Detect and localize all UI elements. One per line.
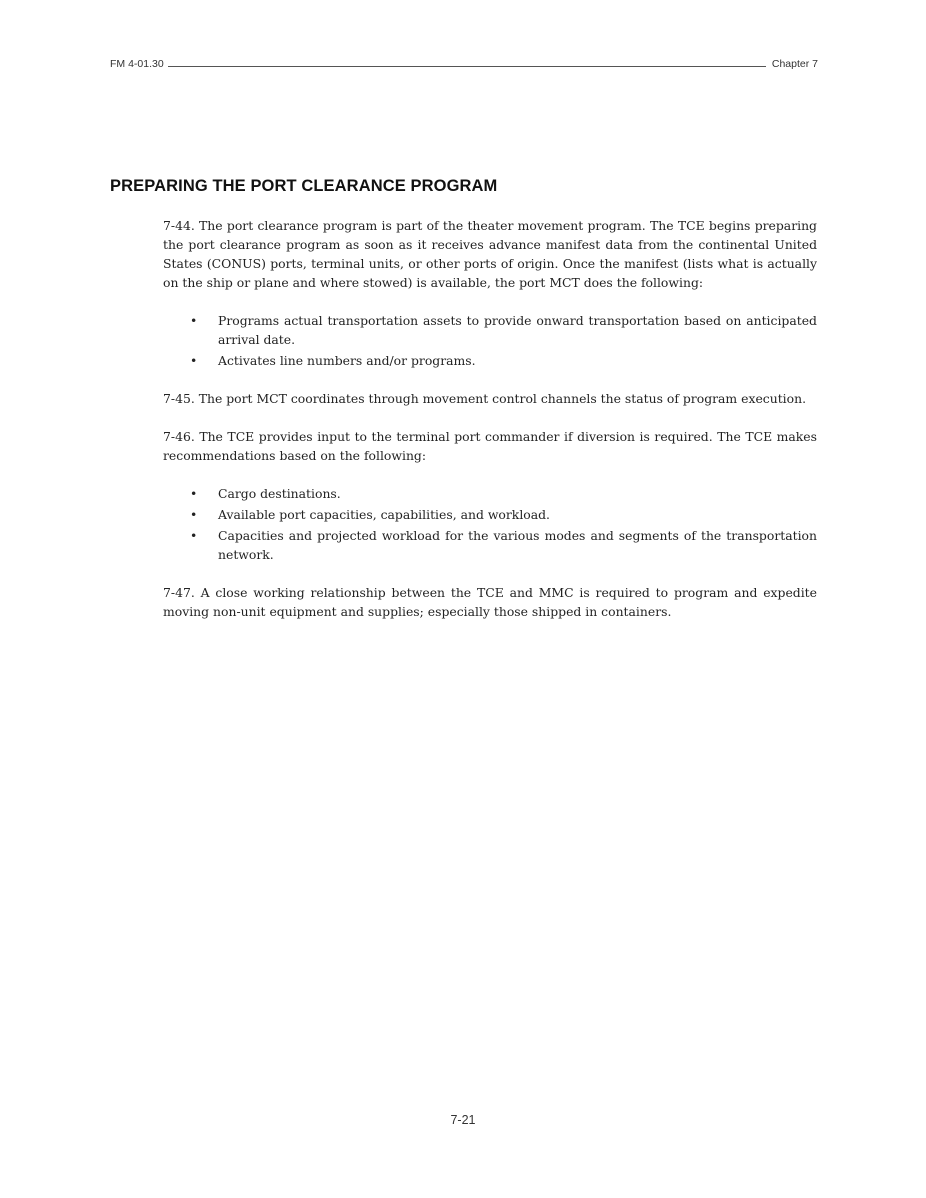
list-item-text: Activates line numbers and/or programs. xyxy=(218,353,476,368)
list-item-text: Cargo destinations. xyxy=(218,486,341,501)
paragraph-7-46: 7-46. The TCE provides input to the terminal port commander if diversion is required. The TCE makes recommendations based on the following: xyxy=(163,429,817,463)
list-item xyxy=(163,505,817,524)
list-item xyxy=(163,311,817,349)
header-chapter: Chapter 7 xyxy=(771,58,818,70)
bullet-icon: • xyxy=(190,353,198,368)
bullet-icon: • xyxy=(190,528,198,543)
list-item-text: Available port capacities, capabilities, and workload. xyxy=(218,507,550,522)
list-item-text: Capacities and projected workload for the various modes and segments of the transportation network. xyxy=(218,528,817,562)
section-title: PREPARING THE PORT CLEARANCE PROGRAM xyxy=(110,177,498,195)
bullet-icon: • xyxy=(190,507,198,522)
list-item xyxy=(163,484,817,503)
header-doc-id: FM 4-01.30 xyxy=(110,58,164,70)
list-item xyxy=(163,526,817,564)
list-item-text: Programs actual transportation assets to provide onward transportation based on anticipated arrival date. xyxy=(218,313,817,347)
paragraph-7-45: 7-45. The port MCT coordinates through movement control channels the status of program execution. xyxy=(163,391,807,406)
header-rule xyxy=(168,66,766,67)
bullet-list-7-44 xyxy=(163,311,817,370)
page-header xyxy=(110,54,818,70)
paragraph-7-47: 7-47. A close working relationship between the TCE and MMC is required to program and expedite moving non-unit equipment and supplies; especially those shipped in containers. xyxy=(163,585,817,619)
body-text xyxy=(163,216,817,640)
bullet-icon: • xyxy=(190,486,198,501)
list-item xyxy=(163,351,817,370)
page-number: 7-21 xyxy=(450,1113,476,1127)
bullet-list-7-46 xyxy=(163,484,817,564)
bullet-icon: • xyxy=(190,313,198,328)
paragraph-7-44: 7-44. The port clearance program is part of the theater movement program. The TCE begins preparing the port clearance program as soon as it receives advance manifest data from the continental United States (CONUS) ports, terminal units, or other ports of origin. Once the manifest (lists what is actually on the ship or plane and where stowed) is available, the port MCT does the following: xyxy=(163,218,817,290)
